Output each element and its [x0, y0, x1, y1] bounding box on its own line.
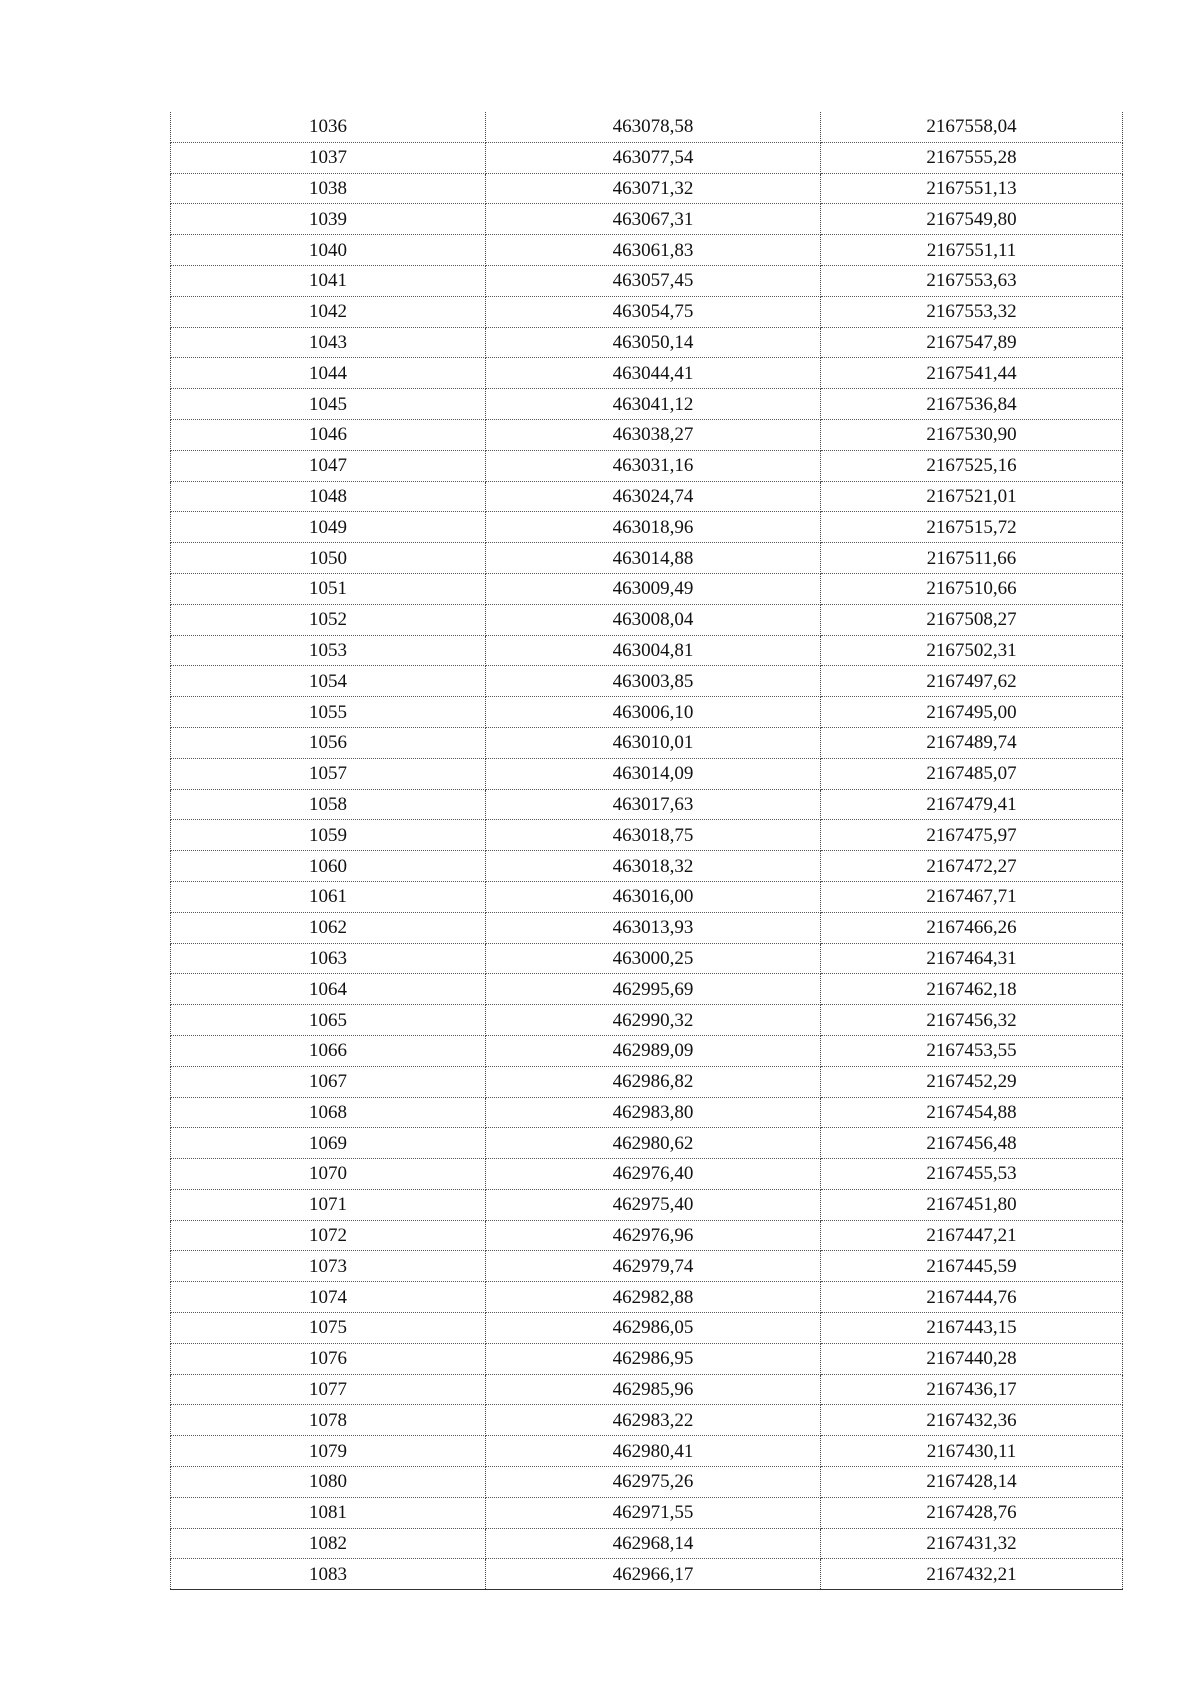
y-coordinate-cell: 2167530,90	[821, 419, 1123, 450]
table-row	[171, 1559, 1123, 1590]
point-number-cell: 1052	[171, 604, 486, 635]
x-coordinate-cell: 463078,58	[486, 112, 821, 142]
y-coordinate-cell: 2167553,63	[821, 265, 1123, 296]
table-row	[171, 358, 1123, 389]
point-number-cell: 1038	[171, 173, 486, 204]
x-coordinate-cell: 462976,40	[486, 1159, 821, 1190]
table-row	[171, 1189, 1123, 1220]
table-row	[171, 666, 1123, 697]
table-row	[171, 419, 1123, 450]
x-coordinate-cell: 462986,05	[486, 1313, 821, 1344]
y-coordinate-cell: 2167485,07	[821, 758, 1123, 789]
x-coordinate-cell: 462982,88	[486, 1282, 821, 1313]
table-row	[171, 697, 1123, 728]
x-coordinate-cell: 463013,93	[486, 912, 821, 943]
table-row	[171, 1405, 1123, 1436]
x-coordinate-cell: 462980,62	[486, 1128, 821, 1159]
point-number-cell: 1070	[171, 1159, 486, 1190]
x-coordinate-cell: 462976,96	[486, 1220, 821, 1251]
point-number-cell: 1056	[171, 727, 486, 758]
point-number-cell: 1051	[171, 573, 486, 604]
table-row	[171, 1467, 1123, 1498]
x-coordinate-cell: 462968,14	[486, 1528, 821, 1559]
x-coordinate-cell: 462995,69	[486, 974, 821, 1005]
point-number-cell: 1060	[171, 851, 486, 882]
x-coordinate-cell: 463071,32	[486, 173, 821, 204]
table-row	[171, 1066, 1123, 1097]
coordinates-table	[170, 112, 1123, 1590]
table-row	[171, 543, 1123, 574]
y-coordinate-cell: 2167549,80	[821, 204, 1123, 235]
table-row	[171, 1251, 1123, 1282]
table-row	[171, 820, 1123, 851]
table-row	[171, 1097, 1123, 1128]
table-row	[171, 573, 1123, 604]
y-coordinate-cell: 2167432,21	[821, 1559, 1123, 1590]
y-coordinate-cell: 2167445,59	[821, 1251, 1123, 1282]
y-coordinate-cell: 2167447,21	[821, 1220, 1123, 1251]
x-coordinate-cell: 463077,54	[486, 142, 821, 173]
y-coordinate-cell: 2167454,88	[821, 1097, 1123, 1128]
point-number-cell: 1062	[171, 912, 486, 943]
table-row	[171, 327, 1123, 358]
table-row	[171, 1374, 1123, 1405]
point-number-cell: 1050	[171, 543, 486, 574]
x-coordinate-cell: 463018,32	[486, 851, 821, 882]
y-coordinate-cell: 2167443,15	[821, 1313, 1123, 1344]
y-coordinate-cell: 2167521,01	[821, 481, 1123, 512]
x-coordinate-cell: 462966,17	[486, 1559, 821, 1590]
point-number-cell: 1053	[171, 635, 486, 666]
point-number-cell: 1082	[171, 1528, 486, 1559]
table-row	[171, 204, 1123, 235]
x-coordinate-cell: 462975,40	[486, 1189, 821, 1220]
y-coordinate-cell: 2167536,84	[821, 389, 1123, 420]
point-number-cell: 1074	[171, 1282, 486, 1313]
y-coordinate-cell: 2167479,41	[821, 789, 1123, 820]
x-coordinate-cell: 463041,12	[486, 389, 821, 420]
x-coordinate-cell: 463044,41	[486, 358, 821, 389]
table-row	[171, 112, 1123, 142]
y-coordinate-cell: 2167547,89	[821, 327, 1123, 358]
table-row	[171, 296, 1123, 327]
table-row	[171, 1497, 1123, 1528]
point-number-cell: 1037	[171, 142, 486, 173]
table-row	[171, 481, 1123, 512]
y-coordinate-cell: 2167515,72	[821, 512, 1123, 543]
table-row	[171, 1220, 1123, 1251]
point-number-cell: 1059	[171, 820, 486, 851]
x-coordinate-cell: 462986,82	[486, 1066, 821, 1097]
x-coordinate-cell: 463054,75	[486, 296, 821, 327]
point-number-cell: 1044	[171, 358, 486, 389]
x-coordinate-cell: 462989,09	[486, 1035, 821, 1066]
x-coordinate-cell: 463024,74	[486, 481, 821, 512]
x-coordinate-cell: 463057,45	[486, 265, 821, 296]
point-number-cell: 1075	[171, 1313, 486, 1344]
x-coordinate-cell: 463006,10	[486, 697, 821, 728]
table-row	[171, 635, 1123, 666]
point-number-cell: 1054	[171, 666, 486, 697]
y-coordinate-cell: 2167432,36	[821, 1405, 1123, 1436]
table-row	[171, 912, 1123, 943]
point-number-cell: 1076	[171, 1343, 486, 1374]
point-number-cell: 1078	[171, 1405, 486, 1436]
point-number-cell: 1077	[171, 1374, 486, 1405]
y-coordinate-cell: 2167551,13	[821, 173, 1123, 204]
point-number-cell: 1040	[171, 235, 486, 266]
table-row	[171, 450, 1123, 481]
point-number-cell: 1079	[171, 1436, 486, 1467]
table-row	[171, 1159, 1123, 1190]
y-coordinate-cell: 2167541,44	[821, 358, 1123, 389]
y-coordinate-cell: 2167452,29	[821, 1066, 1123, 1097]
table-row	[171, 1128, 1123, 1159]
y-coordinate-cell: 2167475,97	[821, 820, 1123, 851]
y-coordinate-cell: 2167455,53	[821, 1159, 1123, 1190]
table-row	[171, 1005, 1123, 1036]
x-coordinate-cell: 463061,83	[486, 235, 821, 266]
y-coordinate-cell: 2167456,48	[821, 1128, 1123, 1159]
y-coordinate-cell: 2167453,55	[821, 1035, 1123, 1066]
x-coordinate-cell: 462983,80	[486, 1097, 821, 1128]
point-number-cell: 1058	[171, 789, 486, 820]
y-coordinate-cell: 2167436,17	[821, 1374, 1123, 1405]
table-row	[171, 389, 1123, 420]
point-number-cell: 1068	[171, 1097, 486, 1128]
table-row	[171, 851, 1123, 882]
table-row	[171, 943, 1123, 974]
y-coordinate-cell: 2167428,14	[821, 1467, 1123, 1498]
x-coordinate-cell: 462983,22	[486, 1405, 821, 1436]
x-coordinate-cell: 463018,96	[486, 512, 821, 543]
y-coordinate-cell: 2167489,74	[821, 727, 1123, 758]
coordinates-table-body	[171, 112, 1123, 1590]
table-row	[171, 1313, 1123, 1344]
x-coordinate-cell: 463050,14	[486, 327, 821, 358]
y-coordinate-cell: 2167472,27	[821, 851, 1123, 882]
table-row	[171, 1035, 1123, 1066]
x-coordinate-cell: 462975,26	[486, 1467, 821, 1498]
x-coordinate-cell: 463017,63	[486, 789, 821, 820]
point-number-cell: 1047	[171, 450, 486, 481]
point-number-cell: 1045	[171, 389, 486, 420]
y-coordinate-cell: 2167462,18	[821, 974, 1123, 1005]
table-row	[171, 235, 1123, 266]
point-number-cell: 1065	[171, 1005, 486, 1036]
point-number-cell: 1067	[171, 1066, 486, 1097]
point-number-cell: 1046	[171, 419, 486, 450]
point-number-cell: 1071	[171, 1189, 486, 1220]
x-coordinate-cell: 462979,74	[486, 1251, 821, 1282]
y-coordinate-cell: 2167510,66	[821, 573, 1123, 604]
y-coordinate-cell: 2167511,66	[821, 543, 1123, 574]
point-number-cell: 1036	[171, 112, 486, 142]
point-number-cell: 1048	[171, 481, 486, 512]
x-coordinate-cell: 463010,01	[486, 727, 821, 758]
point-number-cell: 1072	[171, 1220, 486, 1251]
x-coordinate-cell: 463014,88	[486, 543, 821, 574]
y-coordinate-cell: 2167508,27	[821, 604, 1123, 635]
table-row	[171, 512, 1123, 543]
x-coordinate-cell: 462986,95	[486, 1343, 821, 1374]
table-row	[171, 881, 1123, 912]
point-number-cell: 1069	[171, 1128, 486, 1159]
x-coordinate-cell: 463008,04	[486, 604, 821, 635]
x-coordinate-cell: 463009,49	[486, 573, 821, 604]
x-coordinate-cell: 463000,25	[486, 943, 821, 974]
x-coordinate-cell: 462980,41	[486, 1436, 821, 1467]
x-coordinate-cell: 463003,85	[486, 666, 821, 697]
table-row	[171, 1528, 1123, 1559]
table-row	[171, 758, 1123, 789]
x-coordinate-cell: 463067,31	[486, 204, 821, 235]
table-row	[171, 604, 1123, 635]
table-row	[171, 727, 1123, 758]
point-number-cell: 1057	[171, 758, 486, 789]
point-number-cell: 1043	[171, 327, 486, 358]
table-row	[171, 1343, 1123, 1374]
point-number-cell: 1042	[171, 296, 486, 327]
y-coordinate-cell: 2167555,28	[821, 142, 1123, 173]
x-coordinate-cell: 462971,55	[486, 1497, 821, 1528]
point-number-cell: 1073	[171, 1251, 486, 1282]
y-coordinate-cell: 2167553,32	[821, 296, 1123, 327]
point-number-cell: 1066	[171, 1035, 486, 1066]
y-coordinate-cell: 2167466,26	[821, 912, 1123, 943]
table-row	[171, 173, 1123, 204]
point-number-cell: 1041	[171, 265, 486, 296]
y-coordinate-cell: 2167456,32	[821, 1005, 1123, 1036]
y-coordinate-cell: 2167444,76	[821, 1282, 1123, 1313]
y-coordinate-cell: 2167431,32	[821, 1528, 1123, 1559]
y-coordinate-cell: 2167502,31	[821, 635, 1123, 666]
x-coordinate-cell: 463016,00	[486, 881, 821, 912]
table-row	[171, 974, 1123, 1005]
x-coordinate-cell: 463004,81	[486, 635, 821, 666]
x-coordinate-cell: 463018,75	[486, 820, 821, 851]
point-number-cell: 1081	[171, 1497, 486, 1528]
y-coordinate-cell: 2167495,00	[821, 697, 1123, 728]
table-row	[171, 1436, 1123, 1467]
x-coordinate-cell: 462990,32	[486, 1005, 821, 1036]
x-coordinate-cell: 463014,09	[486, 758, 821, 789]
y-coordinate-cell: 2167464,31	[821, 943, 1123, 974]
point-number-cell: 1083	[171, 1559, 486, 1590]
y-coordinate-cell: 2167558,04	[821, 112, 1123, 142]
y-coordinate-cell: 2167551,11	[821, 235, 1123, 266]
y-coordinate-cell: 2167467,71	[821, 881, 1123, 912]
point-number-cell: 1039	[171, 204, 486, 235]
x-coordinate-cell: 463038,27	[486, 419, 821, 450]
x-coordinate-cell: 463031,16	[486, 450, 821, 481]
point-number-cell: 1064	[171, 974, 486, 1005]
point-number-cell: 1061	[171, 881, 486, 912]
x-coordinate-cell: 462985,96	[486, 1374, 821, 1405]
point-number-cell: 1080	[171, 1467, 486, 1498]
point-number-cell: 1055	[171, 697, 486, 728]
table-row	[171, 265, 1123, 296]
point-number-cell: 1049	[171, 512, 486, 543]
y-coordinate-cell: 2167525,16	[821, 450, 1123, 481]
table-row	[171, 142, 1123, 173]
y-coordinate-cell: 2167440,28	[821, 1343, 1123, 1374]
table-row	[171, 789, 1123, 820]
y-coordinate-cell: 2167497,62	[821, 666, 1123, 697]
y-coordinate-cell: 2167430,11	[821, 1436, 1123, 1467]
y-coordinate-cell: 2167428,76	[821, 1497, 1123, 1528]
y-coordinate-cell: 2167451,80	[821, 1189, 1123, 1220]
table-row	[171, 1282, 1123, 1313]
point-number-cell: 1063	[171, 943, 486, 974]
